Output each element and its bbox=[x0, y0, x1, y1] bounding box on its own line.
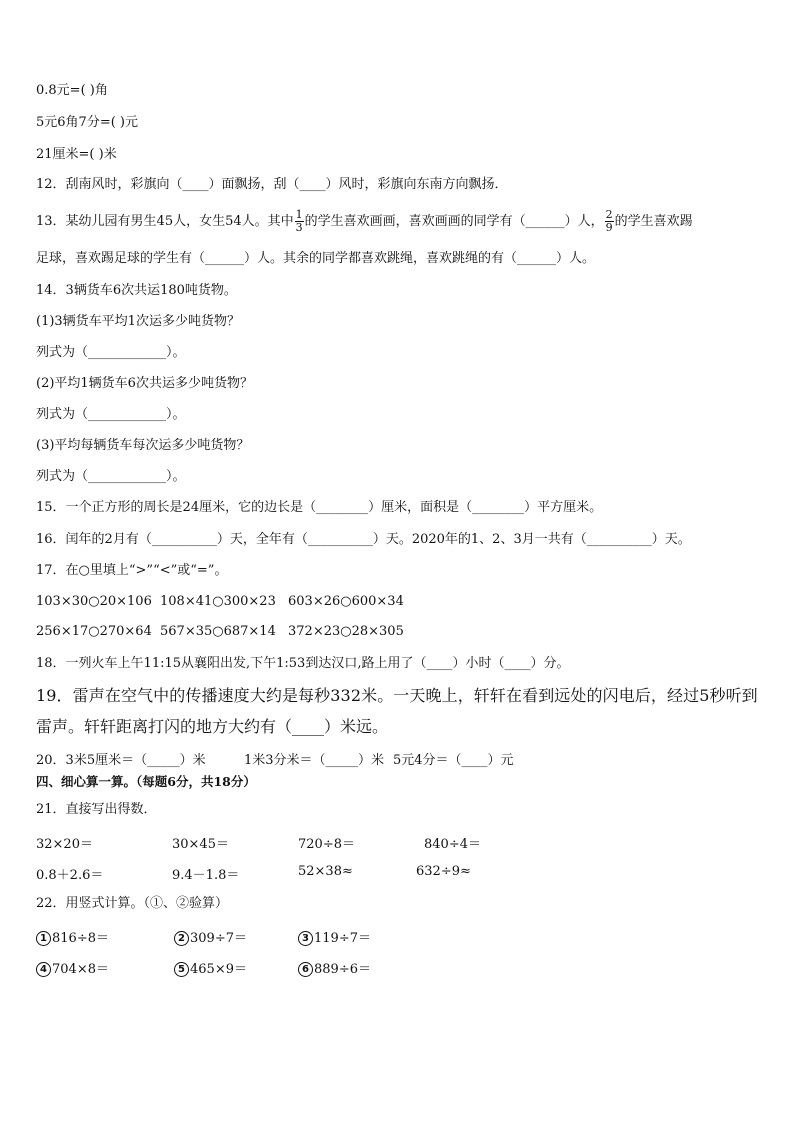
calc-item: 720÷8＝ bbox=[298, 837, 355, 852]
circled-number: 3 bbox=[298, 931, 313, 946]
calc-expression: 465×9＝ bbox=[190, 962, 247, 977]
circled-number: 4 bbox=[36, 962, 51, 977]
question-14-answer2: 列式为（____________）。 bbox=[36, 407, 186, 422]
question-22-row1 bbox=[36, 927, 766, 945]
compare-item: 372×23○28×305 bbox=[288, 624, 404, 639]
circled-number: 6 bbox=[298, 962, 313, 977]
calc-item: 32×20＝ bbox=[36, 837, 93, 852]
compare-item: 103×30○20×106 bbox=[36, 594, 152, 609]
q13-part1: 13．某幼儿园有男生45人，女生54人。其中 bbox=[36, 214, 294, 229]
q20-item: 20．3米5厘米＝（_____）米 bbox=[36, 753, 206, 768]
question-19-line2: 雷声。轩轩距离打闪的地方大约有（____）米远。 bbox=[36, 717, 389, 736]
fraction-one-third bbox=[295, 209, 304, 234]
unit-conversion-1: 0.8元=( )角 bbox=[36, 83, 108, 98]
circled-number: 2 bbox=[174, 931, 189, 946]
calc-item: 0.8＋2.6＝ bbox=[36, 868, 104, 883]
compare-item: 567×35○687×14 bbox=[160, 624, 276, 639]
fraction-two-ninths bbox=[605, 209, 614, 234]
question-14-sub2: (2)平均1辆货车6次共运多少吨货物？ bbox=[36, 376, 253, 391]
q20-item: 5元4分＝（____）元 bbox=[393, 753, 514, 768]
question-20 bbox=[36, 749, 766, 767]
unit-conversion-2: 5元6角7分=( )元 bbox=[36, 115, 138, 130]
vertical-calc-item bbox=[298, 927, 371, 946]
question-21-row2 bbox=[36, 864, 766, 882]
q13-part3: 的学生喜欢踢 bbox=[614, 214, 693, 229]
question-14-sub1: (1)3辆货车平均1次运多少吨货物？ bbox=[36, 314, 240, 329]
question-17-row2 bbox=[36, 624, 766, 642]
question-18: 18．一列火车上午11:15从襄阳出发,下午1:53到达汉口,路上用了（____）小时（____）分。 bbox=[36, 656, 570, 671]
circled-number: 5 bbox=[174, 962, 189, 977]
calc-expression: 704×8＝ bbox=[52, 962, 109, 977]
question-14-stem: 14．3辆货车6次共运180吨货物。 bbox=[36, 283, 237, 298]
question-17-row1 bbox=[36, 594, 766, 612]
vertical-calc-item bbox=[174, 927, 247, 946]
calc-item: 30×45＝ bbox=[172, 837, 229, 852]
question-19-line1: 19．雷声在空气中的传播速度大约是每秒332米。一天晚上，轩轩在看到远处的闪电后，经过5秒听到 bbox=[36, 686, 758, 705]
frac2-denominator: 9 bbox=[605, 221, 613, 234]
calc-expression: 309÷7＝ bbox=[190, 931, 247, 946]
frac2-numerator: 2 bbox=[605, 208, 613, 221]
q13-part2: 的学生喜欢画画，喜欢画画的同学有（______）人， bbox=[304, 214, 604, 229]
question-13-line2: 足球，喜欢踢足球的学生有（______）人。其余的同学都喜欢跳绳，喜欢跳绳的有（______）人。 bbox=[36, 251, 596, 266]
vertical-calc-item bbox=[36, 927, 109, 946]
vertical-calc-item bbox=[36, 958, 109, 977]
question-22-row2 bbox=[36, 958, 766, 976]
vertical-calc-item bbox=[298, 958, 371, 977]
question-21-stem: 21．直接写出得数． bbox=[36, 802, 157, 817]
question-15: 15．一个正方形的周长是24厘米，它的边长是（________）厘米，面积是（________）平方厘米。 bbox=[36, 500, 603, 515]
question-13-line1 bbox=[36, 208, 693, 236]
compare-item: 603×26○600×34 bbox=[288, 594, 404, 609]
compare-item: 256×17○270×64 bbox=[36, 624, 152, 639]
question-14-sub3: (3)平均每辆货车每次运多少吨货物？ bbox=[36, 438, 250, 453]
calc-item: 840÷4＝ bbox=[424, 837, 481, 852]
calc-item: 9.4－1.8＝ bbox=[172, 868, 240, 883]
frac1-numerator: 1 bbox=[295, 208, 303, 221]
frac1-denominator: 3 bbox=[295, 221, 303, 234]
question-22-stem: 22．用竖式计算。（①、②验算） bbox=[36, 896, 229, 911]
question-16: 16．闰年的2月有（__________）天，全年有（__________）天。2020年的1、2、3月一共有（__________）天。 bbox=[36, 532, 691, 547]
compare-item: 108×41○300×23 bbox=[160, 594, 276, 609]
question-17-stem: 17．在○里填上“>”“<”或“=”。 bbox=[36, 563, 228, 578]
vertical-calc-item bbox=[174, 958, 247, 977]
section-4-heading: 四、细心算一算。（每题6分，共18分） bbox=[36, 774, 256, 789]
calc-expression: 816÷8＝ bbox=[52, 931, 109, 946]
circled-number: 1 bbox=[36, 931, 51, 946]
question-14-answer1: 列式为（____________）。 bbox=[36, 345, 186, 360]
question-14-answer3: 列式为（____________）。 bbox=[36, 469, 186, 484]
calc-expression: 119÷7＝ bbox=[314, 931, 371, 946]
calc-expression: 889÷6＝ bbox=[314, 962, 371, 977]
question-21-row1 bbox=[36, 833, 766, 851]
calc-item: 632÷9≈ bbox=[416, 864, 471, 879]
unit-conversion-3: 21厘米=( )米 bbox=[36, 147, 117, 162]
calc-item: 52×38≈ bbox=[298, 864, 353, 879]
q20-item: 1米3分米＝（_____）米 bbox=[244, 753, 385, 768]
question-12: 12．刮南风时，彩旗向（____）面飘扬，刮（____）风时，彩旗向东南方向飘扬． bbox=[36, 177, 508, 192]
